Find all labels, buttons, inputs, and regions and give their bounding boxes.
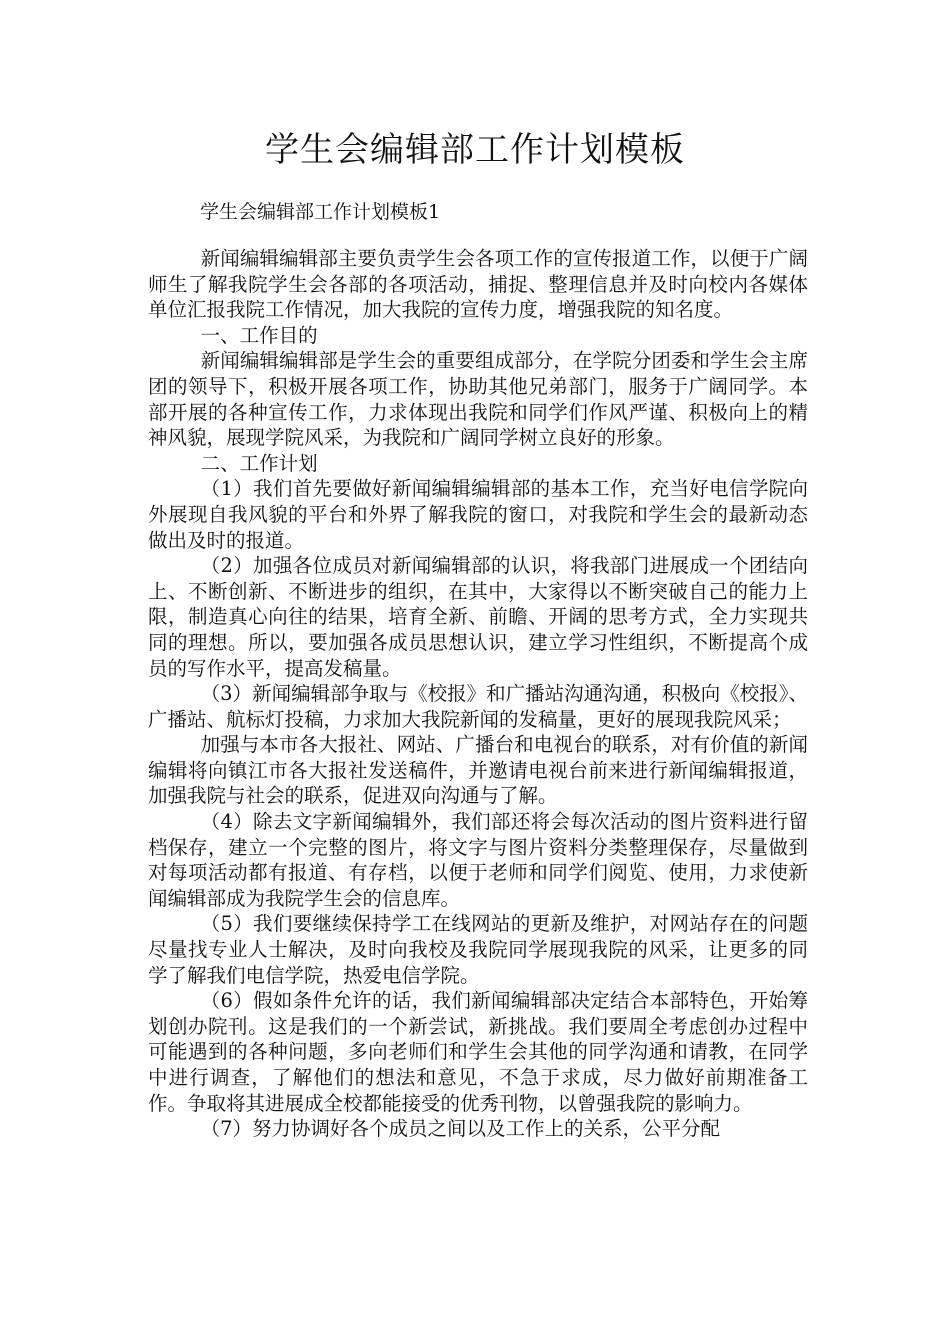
plan-item-7: （7）努力协调好各个成员之间以及工作上的关系，公平分配 <box>200 1117 721 1141</box>
plan-item-4: （4）除去文字新闻编辑外，我们部还将会每次活动的图片资料进行留档保存，建立一个完整的图片，将文字与图片资料分类整理保存，尽量做到对每项活动都有报道、有存档，以便于老师和同学们阅览、使用，力求使新闻编辑部成为我院学生会的信息库。 <box>148 810 808 910</box>
section-heading-purpose: 一、工作目的 <box>200 323 318 347</box>
document-subtitle: 学生会编辑部工作计划模板1 <box>200 201 441 223</box>
document-body <box>148 246 808 1142</box>
paragraph-purpose: 新闻编辑编辑部是学生会的重要组成部分，在学院分团委和学生会主席团的领导下，积极开展各项工作，协助其他兄弟部门，服务于广阔同学。本部开展的各种宣传工作，力求体现出我院和同学们作风严谨、积极向上的精神风貌，展现学院风采，为我院和广阔同学树立良好的形象。 <box>148 349 808 450</box>
plan-item-3-continued: 加强与本市各大报社、网站、广播台和电视台的联系，对有价值的新闻编辑将向镇江市各大报社发送稿件，并邀请电视台前来进行新闻编辑报道，加强我院与社会的联系，促进双向沟通与了解。 <box>148 733 808 808</box>
plan-item-3: （3）新闻编辑部争取与《校报》和广播站沟通沟通，积极向《校报》、广播站、航标灯投稿，力求加大我院新闻的发稿量，更好的展现我院风采； <box>148 682 808 731</box>
plan-item-1: （1）我们首先要做好新闻编辑编辑部的基本工作，充当好电信学院向外展现自我风貌的平台和外界了解我院的窗口，对我院和学生会的最新动态做出及时的报道。 <box>148 477 808 552</box>
paragraph-intro: 新闻编辑编辑部主要负责学生会各项工作的宣传报道工作，以便于广阔师生了解我院学生会各部的各项活动，捕捉、整理信息并及时向校内各媒体单位汇报我院工作情况，加大我院的宣传力度，增强我院的知名度。 <box>148 247 808 322</box>
plan-item-6: （6）假如条件允许的话，我们新闻编辑部决定结合本部特色，开始筹划创办院刊。这是我们的一个新尝试，新挑战。我们要周全考虑创办过程中可能遇到的各种问题，多向老师们和学生会其他的同学沟通和请教，在同学中进行调查，了解他们的想法和意见，不急于求成，尽力做好前期准备工作。争取将其进展成全校都能接受的优秀刊物，以曾强我院的影响力。 <box>148 989 808 1115</box>
document-title: 学生会编辑部工作计划模板 <box>265 130 685 170</box>
plan-item-5: （5）我们要继续保持学工在线网站的更新及维护，对网站存在的问题尽量找专业人士解决，及时向我校及我院同学展现我院的风采，让更多的同学了解我们电信学院，热爱电信学院。 <box>148 912 808 987</box>
plan-item-2: （2）加强各位成员对新闻编辑部的认识，将我部门进展成一个团结向上、不断创新、不断进步的组织，在其中，大家得以不断突破自己的能力上限，制造真心向往的结果，培育全新、前瞻、开阔的思考方式，全力实现共同的理想。所以，要加强各成员思想认识，建立学习性组织，不断提高个成员的写作水平，提高发稿量。 <box>148 554 808 680</box>
section-heading-plan: 二、工作计划 <box>200 451 318 475</box>
